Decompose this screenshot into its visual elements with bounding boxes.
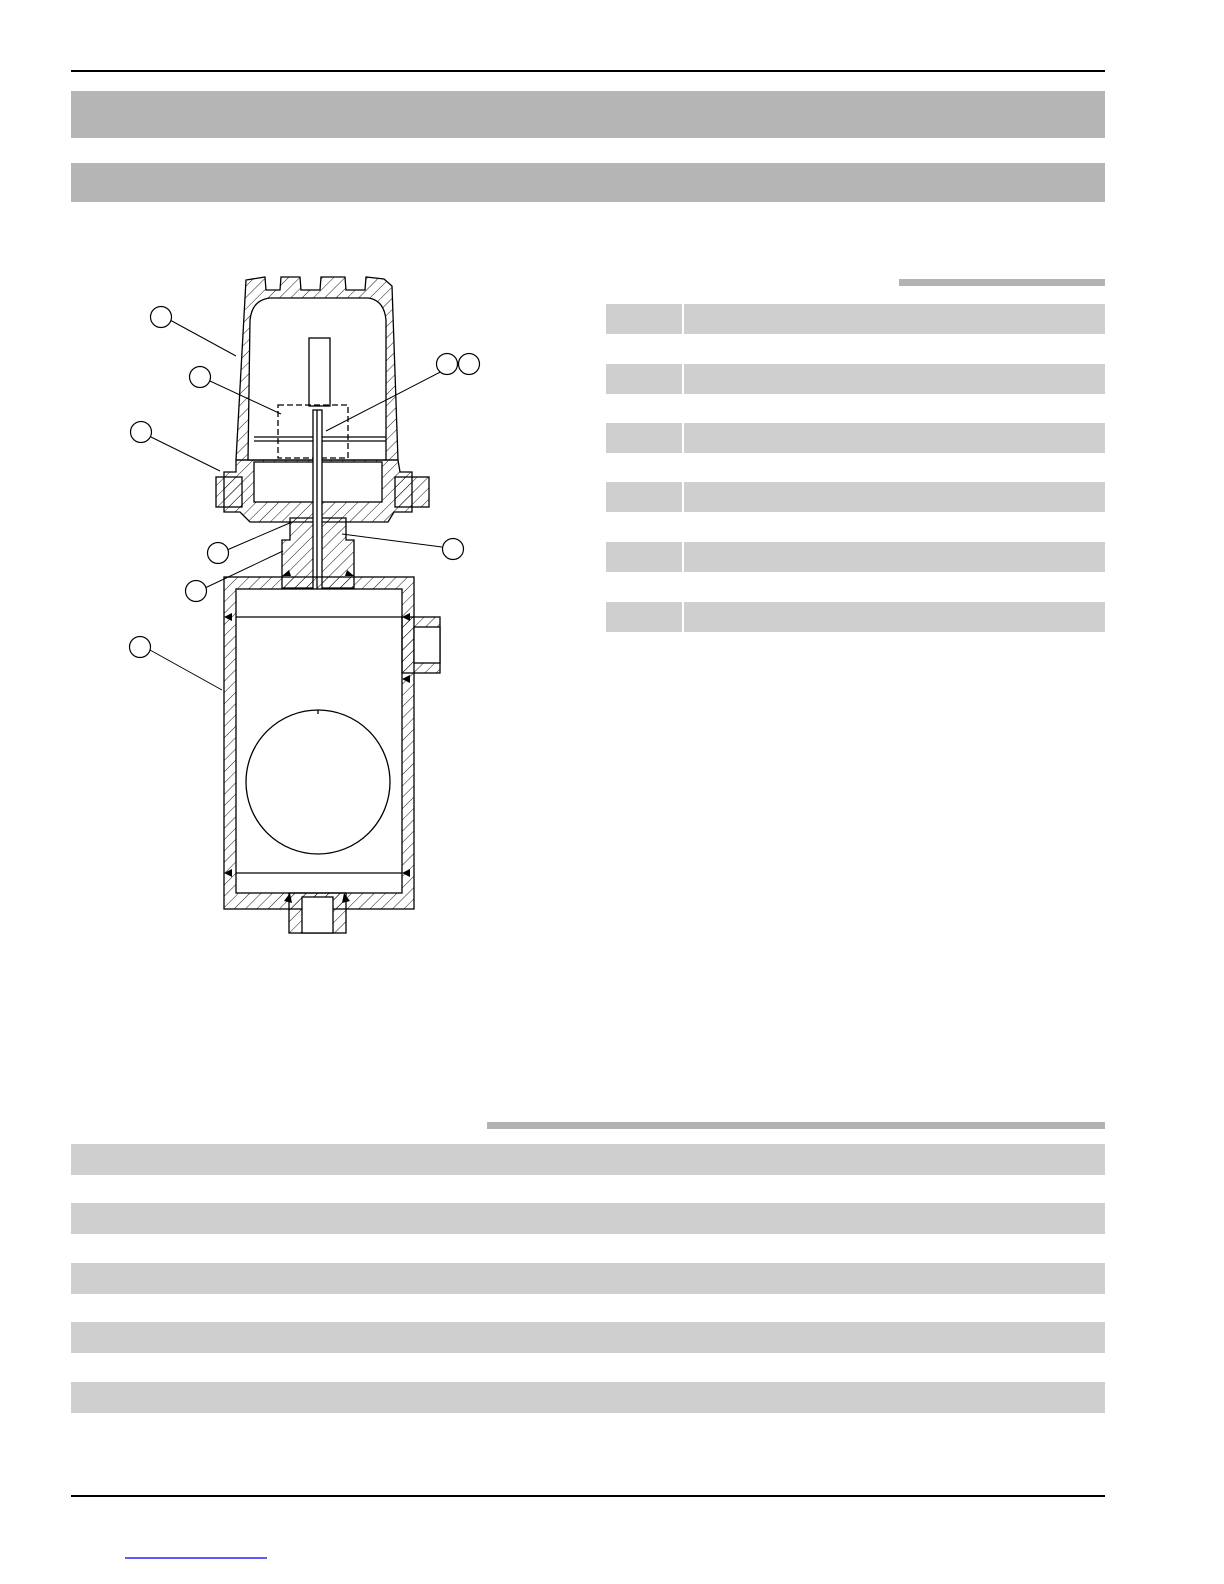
callout-circle bbox=[130, 637, 151, 658]
part-description bbox=[684, 364, 1105, 394]
footer-link[interactable] bbox=[125, 1557, 267, 1559]
part-number bbox=[606, 364, 682, 394]
spec-row bbox=[71, 1203, 1105, 1234]
spec-row bbox=[71, 1263, 1105, 1294]
outlet-fitting-right bbox=[395, 477, 429, 507]
part-description bbox=[684, 542, 1105, 572]
callout-circle bbox=[186, 581, 207, 602]
part-description bbox=[684, 602, 1105, 632]
parts-row bbox=[606, 304, 1105, 334]
callout-circle bbox=[151, 307, 172, 328]
part-number bbox=[606, 482, 682, 512]
callout-circle bbox=[459, 354, 480, 375]
part-number bbox=[606, 542, 682, 572]
parts-list-heading-bar bbox=[899, 279, 1105, 286]
float-ball bbox=[246, 710, 390, 854]
part-number bbox=[606, 304, 682, 334]
part-description bbox=[684, 423, 1105, 453]
top-rule bbox=[71, 70, 1105, 72]
parts-row bbox=[606, 423, 1105, 453]
parts-row bbox=[606, 602, 1105, 632]
spec-row bbox=[71, 1322, 1105, 1353]
part-description bbox=[684, 482, 1105, 512]
callout-circle bbox=[437, 354, 458, 375]
part-number bbox=[606, 602, 682, 632]
callout-circle bbox=[208, 543, 229, 564]
callout-circle bbox=[131, 422, 152, 443]
inlet-fitting-left bbox=[216, 477, 242, 507]
parts-row bbox=[606, 482, 1105, 512]
callout-circle bbox=[443, 539, 464, 560]
specifications-heading-bar bbox=[487, 1122, 1105, 1129]
part-number bbox=[606, 423, 682, 453]
spec-row bbox=[71, 1382, 1105, 1413]
parts-row bbox=[606, 542, 1105, 572]
spec-row bbox=[71, 1144, 1105, 1175]
parts-row bbox=[606, 364, 1105, 394]
float-switch-cross-section-diagram bbox=[110, 270, 510, 942]
subtitle-banner bbox=[71, 163, 1105, 202]
bottom-rule bbox=[71, 1495, 1105, 1497]
callout-circle bbox=[190, 367, 211, 388]
part-description bbox=[684, 304, 1105, 334]
title-banner bbox=[71, 91, 1105, 138]
label-block bbox=[309, 338, 330, 406]
